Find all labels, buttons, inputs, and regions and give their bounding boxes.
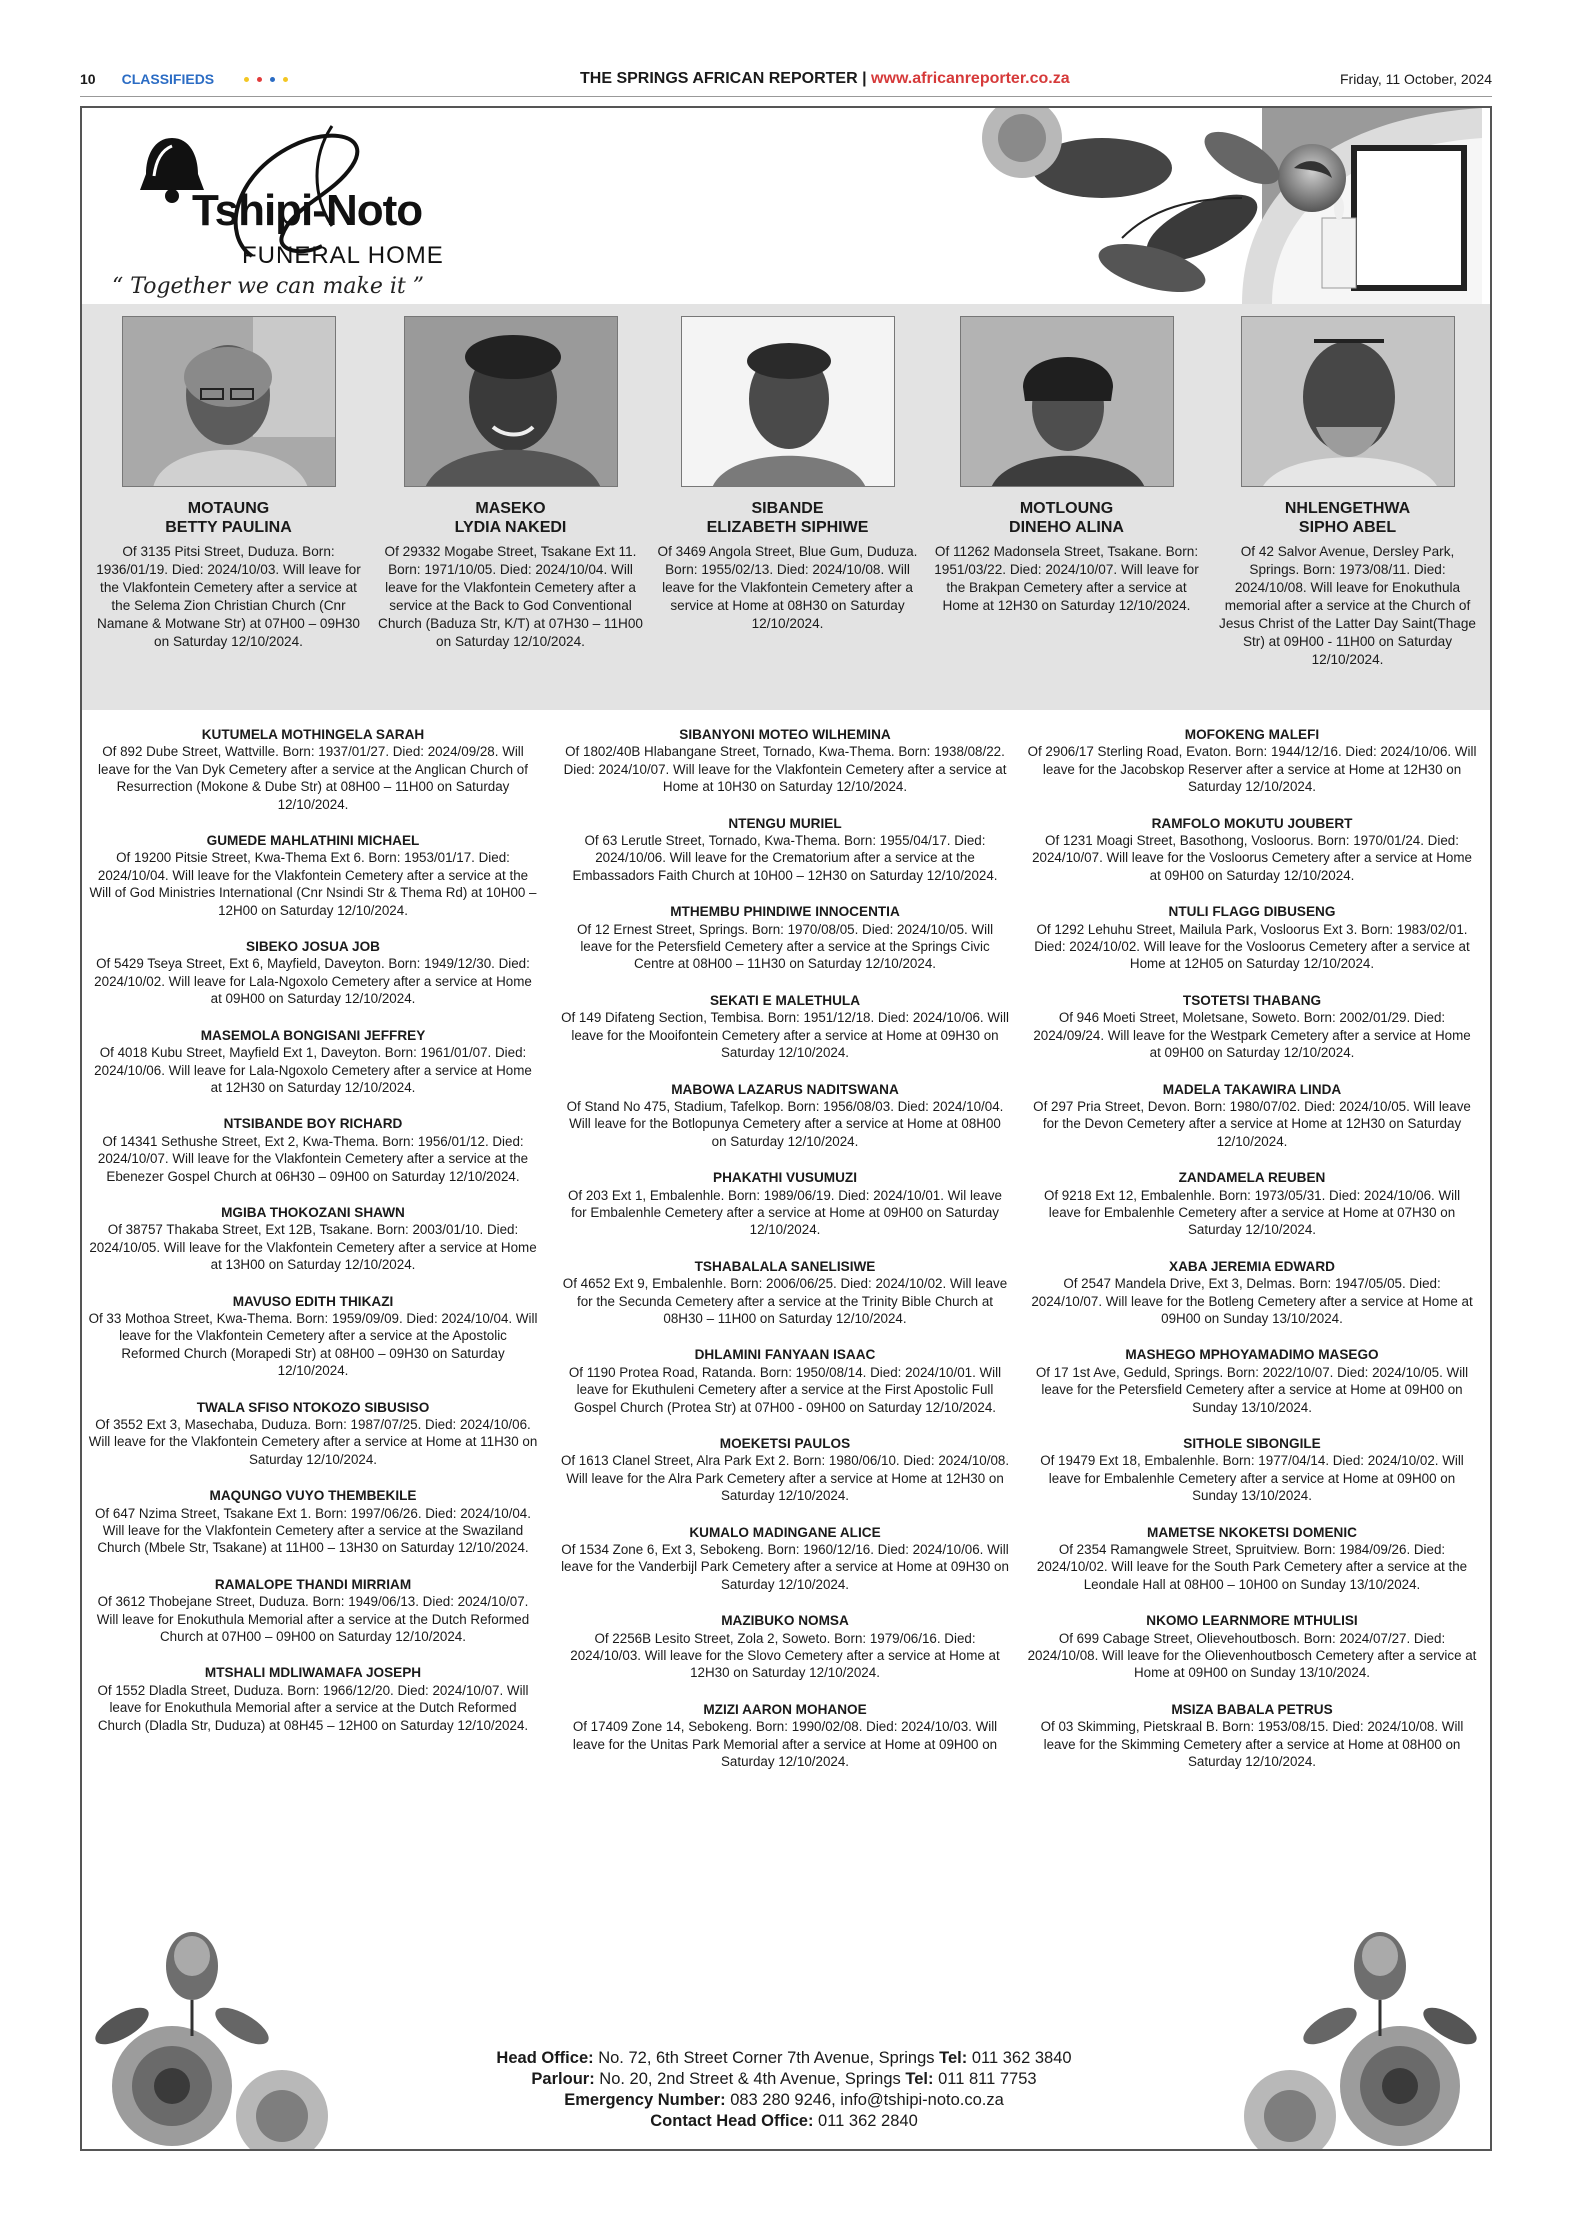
- notice-name: GUMEDE MAHLATHINI MICHAEL: [206, 833, 420, 849]
- notice-entry: [88, 1115, 538, 1185]
- deceased-name: [1215, 499, 1480, 537]
- notices-column-3: [1027, 726, 1477, 1790]
- notice-text: Of 1802/40B Hlabangane Street, Tornado, Kwa-Thema. Born: 1938/08/22. Died: 2024/10/07. Will leave for the Vlakfontein Cemetery after a service at Home at 10H30 on Saturday 12/10/2024.: [563, 744, 1007, 795]
- notice-text: Of 19200 Pitsie Street, Kwa-Thema Ext 6. Born: 1953/01/17. Died: 2024/10/04. Will leave for the Vlakfontein Cemetery after a service at the Will of God Ministries International (Cnr Nsindi Str & Thema Rd) at 10H00 – 12H00 on Saturday 12/10/2024.: [89, 850, 537, 918]
- notice-entry: [88, 1576, 538, 1646]
- notice-entry: [88, 832, 538, 919]
- given-names: ELIZABETH SIPHIWE: [706, 519, 869, 536]
- paper-name: THE SPRINGS AFRICAN REPORTER: [580, 70, 858, 87]
- notice-name: MAQUNGO VUYO THEMBEKILE: [209, 1488, 417, 1504]
- notice-text: Of 2256B Lesito Street, Zola 2, Soweto. Born: 1979/06/16. Died: 2024/10/03. Will leave for the Slovo Cemetery after a service at Home at 12H30 on Saturday 12/10/2024.: [570, 1630, 1000, 1681]
- notice-entry: [560, 903, 1010, 973]
- contact-head-office-number[interactable]: 011 362 2840: [818, 2112, 918, 2130]
- head-office-line: [410, 2048, 1158, 2069]
- notice-text: Of 2547 Mandela Drive, Ext 3, Delmas. Born: 1947/05/05. Died: 2024/10/07. Will leave for the Botleng Cemetery after a service at Home at 09H00 on Sunday 13/10/2024.: [1031, 1276, 1473, 1326]
- masthead: [80, 64, 1492, 94]
- notice-entry: [1027, 1169, 1477, 1239]
- notice-name: MTSHALI MDLIWAMAFA JOSEPH: [204, 1665, 422, 1681]
- portrait-icon: [1242, 317, 1455, 487]
- notice-name: TSHABALALA SANELISIWE: [694, 1258, 876, 1274]
- section-dots: [244, 77, 288, 82]
- notice-entry: [88, 1027, 538, 1097]
- featured-card: [1215, 316, 1480, 669]
- notice-entry: [88, 726, 538, 813]
- notice-name: KUMALO MADINGANE ALICE: [689, 1524, 881, 1540]
- obituary-text: Of 42 Salvor Avenue, Dersley Park, Springs. Born: 1973/08/11. Died: 2024/10/08. Will leave for Enokuthula memorial after a service at the Church of Jesus Christ of the Latter Day Saint(Thage Str) at 09H00 - 11H00 on Saturday 12/10/2024.: [1219, 544, 1476, 667]
- brand-subtitle: FUNERAL HOME: [242, 242, 444, 269]
- notice-text: Of 946 Moeti Street, Moletsane, Soweto. Born: 2002/01/29. Died: 2024/09/24. Will leave for the Westpark Cemetery after a service at Home at 09H00 on Saturday 12/10/2024.: [1033, 1010, 1471, 1061]
- given-names: BETTY PAULINA: [165, 519, 292, 536]
- brand-tagline: “ Together we can make it ”: [112, 274, 424, 299]
- notice-text: Of Stand No 475, Stadium, Tafelkop. Born: 1956/08/03. Died: 2024/10/04. Will leave for the Botlopunya Cemetery after a service at Home at 08H00 on Saturday 12/10/2024.: [566, 1098, 1004, 1149]
- surname: NHLENGETHWA: [1284, 500, 1411, 517]
- notice-entry: [560, 992, 1010, 1062]
- surname: MOTLOUNG: [1019, 500, 1114, 517]
- notice-entry: [560, 1612, 1010, 1682]
- paper-url[interactable]: www.africanreporter.co.za: [871, 70, 1070, 87]
- notice-entry: [1027, 992, 1477, 1062]
- issue-date: Friday, 11 October, 2024: [1339, 71, 1492, 87]
- portrait-icon: [682, 317, 895, 487]
- contact-block: [410, 2048, 1158, 2132]
- portrait-photo: [404, 316, 618, 487]
- featured-card: [96, 316, 361, 651]
- portrait-photo: [681, 316, 895, 487]
- head-office-label: Head Office:: [496, 2049, 594, 2067]
- notice-text: Of 12 Ernest Street, Springs. Born: 1970/08/05. Died: 2024/10/05. Will leave for the Petersfield Cemetery after a service at the Springs Civic Centre at 08H00 – 11H30 on Saturday 12/10/2024.: [576, 921, 994, 972]
- parlour-line: [410, 2069, 1158, 2090]
- section-label[interactable]: CLASSIFIEDS: [121, 71, 215, 87]
- masthead-rule: [80, 96, 1492, 97]
- contact-head-office-label: Contact Head Office:: [650, 2112, 814, 2130]
- notice-text: Of 3552 Ext 3, Masechaba, Duduza. Born: 1987/07/25. Died: 2024/10/06. Will leave for the Vlakfontein Cemetery after a service at Home at 11H30 on Saturday 12/10/2024.: [88, 1417, 538, 1467]
- portrait-photo: [960, 316, 1174, 487]
- notice-text: Of 699 Cabage Street, Olievehoutbosch. Born: 2024/07/27. Died: 2024/10/08. Will leave for the Olievenhoutbosch Cemetery after a service at Home at 09H00 on Sunday 13/10/2024.: [1027, 1630, 1477, 1681]
- notice-name: SIBANYONI MOTEO WILHEMINA: [679, 727, 891, 742]
- notice-text: Of 1190 Protea Road, Ratanda. Born: 1950/08/14. Died: 2024/10/01. Will leave for Ekuthuleni Cemetery after a service at the First Apostolic Full Gospel Church (Protea Str) at 07H00 - 09H00 on Saturday 12/10/2024.: [568, 1364, 1002, 1415]
- notice-entry: [560, 1701, 1010, 1771]
- notice-name: DHLAMINI FANYAAN ISAAC: [694, 1347, 876, 1363]
- surname: MOTAUNG: [187, 500, 270, 517]
- notice-name: MASEMOLA BONGISANI JEFFREY: [200, 1027, 426, 1043]
- featured-card: [655, 316, 920, 633]
- notice-entry: [88, 1487, 538, 1557]
- dot-2: [257, 77, 262, 82]
- notice-entry: [88, 1204, 538, 1274]
- notices-column-2: [560, 726, 1010, 1790]
- notice-entry: [1027, 1258, 1477, 1328]
- notice-text: Of 03 Skimming, Pietskraal B. Born: 1953/08/15. Died: 2024/10/08. Will leave for the Skimming Cemetery after a service at Home at 08H00 on Saturday 12/10/2024.: [1040, 1719, 1464, 1770]
- notice-entry: [1027, 1081, 1477, 1151]
- notice-entry: [560, 1346, 1010, 1416]
- surname: MASEKO: [475, 500, 546, 517]
- portrait-photo: [1241, 316, 1455, 487]
- obituary-text: Of 11262 Madonsela Street, Tsakane. Born: 1951/03/22. Died: 2024/10/07. Will leave for the Brakpan Cemetery after a service at Home at 12H30 on Saturday 12/10/2024.: [934, 544, 1199, 613]
- deceased-name: [378, 499, 643, 537]
- notice-entry: [560, 815, 1010, 885]
- notice-text: Of 38757 Thakaba Street, Ext 12B, Tsakane. Born: 2003/01/10. Died: 2024/10/05. Will leave for the Vlakfontein Cemetery after a service at Home at 13H00 on Saturday 12/10/2024.: [89, 1222, 537, 1273]
- notice-entry: [88, 1399, 538, 1469]
- notice-entry: [1027, 815, 1477, 885]
- notice-text: Of 1231 Moagi Street, Basothong, Vosloorus. Born: 1970/01/24. Died: 2024/10/07. Will leave for the Vosloorus Cemetery after a service at Home at 09H00 on Saturday 12/10/2024.: [1032, 833, 1472, 883]
- notice-text: Of 17409 Zone 14, Sebokeng. Born: 1990/02/08. Died: 2024/10/03. Will leave for the Unitas Park Memorial after a service at Home at 09H00 on Saturday 12/10/2024.: [572, 1719, 998, 1770]
- notice-name: SEKATI E MALETHULA: [709, 992, 861, 1008]
- notice-entry: [560, 1435, 1010, 1505]
- featured-card: [378, 316, 643, 651]
- notice-name: XABA JEREMIA EDWARD: [1169, 1258, 1335, 1274]
- dot-3: [270, 77, 275, 82]
- notice-text: Of 1552 Dladla Street, Duduza. Born: 1966/12/20. Died: 2024/10/07. Will leave for Enokuthula Memorial after a service at the Dutch Reformed Church (Dladla Str, Duduza) at 08H45 – 12H00 on Saturday 12/10/2024.: [97, 1682, 529, 1733]
- notice-name: MASHEGO MPHOYAMADIMO MASEGO: [1125, 1347, 1379, 1363]
- notice-text: Of 2354 Ramangwele Street, Spruitview. Born: 1984/09/26. Died: 2024/10/02. Will leave for the South Park Cemetery after a service at the Leondale Hall at 08H00 – 10H00 on Sunday 13/10/2024.: [1036, 1542, 1468, 1592]
- notice-name: NKOMO LEARNMORE MTHULISI: [1146, 1613, 1358, 1629]
- notice-text: Of 203 Ext 1, Embalenhle. Born: 1989/06/19. Died: 2024/10/01. Wil leave for Embalenhle Cemetery after a service at Home at 09H00 on Saturday 12/10/2024.: [568, 1187, 1002, 1238]
- head-tel-label: Tel:: [939, 2049, 968, 2067]
- notice-name: MABOWA LAZARUS NADITSWANA: [671, 1081, 899, 1097]
- parlour-tel-number[interactable]: 011 811 7753: [938, 2070, 1037, 2088]
- notice-entry: [1027, 1701, 1477, 1771]
- notice-entry: [560, 726, 1010, 796]
- notice-name: SIBEKO JOSUA JOB: [246, 939, 380, 955]
- notice-name: TWALA SFISO NTOKOZO SIBUSISO: [196, 1399, 430, 1415]
- notice-text: Of 647 Nzima Street, Tsakane Ext 1. Born: 1997/06/26. Died: 2024/10/04. Will leave for the Vlakfontein Cemetery after a service at the Swaziland Church (Mbele Str, Tsakane) at 11H00 – 13H30 on Saturday 12/10/2024.: [95, 1505, 531, 1556]
- deceased-name: [96, 499, 361, 537]
- notice-entry: [560, 1081, 1010, 1151]
- notice-text: Of 17 1st Ave, Geduld, Springs. Born: 2022/10/07. Died: 2024/10/05. Will leave for the Petersfield Cemetery after a service at Home at 09H00 on Sunday 13/10/2024.: [1035, 1364, 1469, 1415]
- emergency-label: Emergency Number:: [564, 2091, 726, 2109]
- notice-text: Of 3612 Thobejane Street, Duduza. Born: 1949/06/13. Died: 2024/10/07. Will leave for Enokuthula Memorial after a service at the Dutch Reformed Church at 07H00 – 09H00 on Saturday 12/10/2024.: [96, 1594, 530, 1645]
- notice-entry: [560, 1169, 1010, 1239]
- obituary-text: Of 3135 Pitsi Street, Duduza. Born: 1936/01/19. Died: 2024/10/03. Will leave for the Vlakfontein Cemetery after a service at the Selema Zion Christian Church (Cnr Namane & Motwane Str) at 07H00 – 09H30 on Saturday 12/10/2024.: [96, 544, 361, 649]
- notice-name: TSOTETSI THABANG: [1182, 992, 1322, 1008]
- parlour-address: No. 20, 2nd Street & 4th Avenue, Springs: [599, 2070, 901, 2088]
- notice-name: MOFOKENG MALEFI: [1184, 727, 1320, 742]
- brand-logo: [112, 116, 492, 299]
- surname: SIBANDE: [751, 500, 824, 517]
- notice-name: MADELA TAKAWIRA LINDA: [1162, 1081, 1342, 1097]
- paper-title: [580, 70, 1070, 88]
- advert-header: [82, 108, 1490, 304]
- notice-entry: [88, 1664, 538, 1734]
- deceased-name: [655, 499, 920, 537]
- head-office-address: No. 72, 6th Street Corner 7th Avenue, Springs: [598, 2049, 935, 2067]
- notice-name: MAMETSE NKOKETSI DOMENIC: [1147, 1524, 1357, 1540]
- emergency-contact[interactable]: 083 280 9246, info@tshipi-noto.co.za: [730, 2091, 1004, 2109]
- notice-name: RAMALOPE THANDI MIRRIAM: [214, 1576, 412, 1592]
- notice-text: Of 19479 Ext 18, Embalenhle. Born: 1977/04/14. Died: 2024/10/02. Will leave for Embalenhle Cemetery after a service at Home at 09H00 on Sunday 13/10/2024.: [1040, 1453, 1464, 1504]
- notice-text: Of 4018 Kubu Street, Mayfield Ext 1, Daveyton. Born: 1961/01/07. Died: 2024/10/06. Will leave for Lala-Ngoxolo Cemetery after a service at Home at 12H30 on Saturday 12/10/2024.: [94, 1045, 532, 1095]
- notice-text: Of 297 Pria Street, Devon. Born: 1980/07/02. Died: 2024/10/05. Will leave for the Devon Cemetery after a service at Home at 12H30 on Saturday 12/10/2024.: [1033, 1098, 1471, 1149]
- notice-entry: [1027, 1346, 1477, 1416]
- notice-text: Of 2906/17 Sterling Road, Evaton. Born: 1944/12/16. Died: 2024/10/06. Will leave for the Jacobskop Reserver after a service at Home at 12H30 on Saturday 12/10/2024.: [1027, 744, 1477, 795]
- portrait-icon: [123, 317, 336, 487]
- brand-name: Tshipi-Noto: [192, 186, 423, 235]
- notice-text: Of 1292 Lehuhu Street, Mailula Park, Vosloorus Ext 3. Born: 1983/02/01. Died: 2024/10/02. Will leave for the Vosloorus Cemetery after a service at Home at 12H05 on Saturday 12/10/2024.: [1034, 921, 1470, 972]
- notice-name: ZANDAMELA REUBEN: [1178, 1170, 1326, 1186]
- paper-separator: |: [862, 70, 867, 87]
- notice-name: SITHOLE SIBONGILE: [1183, 1436, 1321, 1451]
- notice-entry: [1027, 1524, 1477, 1594]
- notice-entry: [1027, 1435, 1477, 1505]
- notice-text: Of 14341 Sethushe Street, Ext 2, Kwa-Thema. Born: 1956/01/12. Died: 2024/10/07. Will leave for the Vlakfontein Cemetery after a service at the Ebenezer Gospel Church at 06H30 – 09H00 on Saturday 12/10/2024.: [97, 1133, 529, 1184]
- notice-text: Of 63 Lerutle Street, Tornado, Kwa-Thema. Born: 1955/04/17. Died: 2024/10/06. Will leave for the Crematorium after a service at the Embassadors Faith Church at 10H00 – 12H30 on Saturday 12/10/2024.: [572, 833, 998, 883]
- notice-name: MZIZI AARON MOHANOE: [703, 1701, 867, 1717]
- notices-column-1: [88, 726, 538, 1753]
- notice-name: RAMFOLO MOKUTU JOUBERT: [1151, 815, 1353, 831]
- roses-candle-decor: [682, 108, 1482, 304]
- contact-head-office-line: [410, 2111, 1158, 2132]
- notice-name: KUTUMELA MOTHINGELA SARAH: [201, 727, 425, 742]
- parlour-label: Parlour:: [531, 2070, 595, 2088]
- notice-name: NTULI FLAGG DIBUSENG: [1168, 904, 1336, 920]
- notice-name: MTHEMBU PHINDIWE INNOCENTIA: [670, 904, 900, 920]
- notice-name: MOEKETSI PAULOS: [719, 1436, 851, 1451]
- featured-section: [82, 304, 1490, 710]
- page-number: 10: [80, 71, 96, 87]
- featured-card: [934, 316, 1199, 615]
- given-names: LYDIA NAKEDI: [454, 519, 567, 536]
- portrait-icon: [405, 317, 618, 487]
- emergency-line: [410, 2090, 1158, 2111]
- notice-text: Of 1613 Clanel Street, Alra Park Ext 2. Born: 1980/06/10. Died: 2024/10/08. Will leave for the Alra Park Cemetery after a service at Home at 12H30 on Saturday 12/10/2024.: [560, 1453, 1010, 1504]
- dot-1: [244, 77, 249, 82]
- notice-entry: [560, 1524, 1010, 1594]
- notice-entry: [88, 938, 538, 1008]
- notice-name: MGIBA THOKOZANI SHAWN: [221, 1204, 405, 1220]
- notice-text: Of 1534 Zone 6, Ext 3, Sebokeng. Born: 1960/12/16. Died: 2024/10/06. Will leave for the Vanderbijl Park Cemetery after a service at Home at 09H30 on Saturday 12/10/2024.: [561, 1542, 1009, 1592]
- notice-entry: [1027, 726, 1477, 796]
- given-names: SIPHO ABEL: [1298, 519, 1397, 536]
- notice-text: Of 892 Dube Street, Wattville. Born: 1937/01/27. Died: 2024/09/28. Will leave for the Van Dyk Cemetery after a service at the Anglican Church of Resurrection (Mokone & Dube Str) at 08H00 – 11H00 on Saturday 12/10/2024.: [98, 744, 528, 812]
- notice-name: PHAKATHI VUSUMUZI: [713, 1170, 857, 1186]
- notice-name: NTENGU MURIEL: [728, 815, 842, 831]
- dot-4: [283, 77, 288, 82]
- notice-text: Of 5429 Tseya Street, Ext 6, Mayfield, Daveyton. Born: 1949/12/30. Died: 2024/10/02. Will leave for Lala-Ngoxolo Cemetery after a service at Home at 09H00 on Saturday 12/10/2024.: [94, 956, 532, 1007]
- notice-entry: [88, 1293, 538, 1380]
- given-names: DINEHO ALINA: [1009, 519, 1124, 536]
- roses-right-decor: [1190, 1916, 1490, 2149]
- notice-name: MSIZA BABALA PETRUS: [1171, 1701, 1333, 1717]
- deceased-name: [934, 499, 1199, 537]
- notice-text: Of 9218 Ext 12, Embalenhle. Born: 1973/05/31. Died: 2024/10/06. Will leave for Embalenhle Cemetery after a service at Home at 07H30 on Saturday 12/10/2024.: [1043, 1187, 1461, 1238]
- advert-frame: [80, 106, 1492, 2151]
- portrait-photo: [122, 316, 336, 487]
- obituary-text: Of 3469 Angola Street, Blue Gum, Duduza. Born: 1955/02/13. Died: 2024/10/08. Will leave for the Vlakfontein Cemetery after a service at Home at 08H30 on Saturday 12/10/2024.: [657, 544, 918, 631]
- obituary-text: Of 29332 Mogabe Street, Tsakane Ext 11. Born: 1971/10/05. Died: 2024/10/04. Will leave for the Vlakfontein Cemetery after a service at the Back to God Conventional Church (Baduza Str, K/T) at 07H30 – 11H00 on Saturday 12/10/2024.: [378, 544, 643, 649]
- notice-text: Of 149 Difateng Section, Tembisa. Born: 1951/12/18. Died: 2024/10/06. Will leave for the Mooifontein Cemetery after a service at Home at 09H30 on Saturday 12/10/2024.: [561, 1010, 1009, 1061]
- head-tel-number[interactable]: 011 362 3840: [971, 2049, 1072, 2067]
- notice-name: MAVUSO EDITH THIKAZI: [232, 1293, 394, 1309]
- notice-name: NTSIBANDE BOY RICHARD: [223, 1116, 403, 1132]
- notice-text: Of 33 Mothoa Street, Kwa-Thema. Born: 1959/09/09. Died: 2024/10/04. Will leave for the Vlakfontein Cemetery after a service at the Apostolic Reformed Church (Morapedi Str) at 08H00 – 09H30 on Saturday 12/10/2024.: [88, 1310, 538, 1379]
- portrait-icon: [961, 317, 1174, 487]
- parlour-tel-label: Tel:: [905, 2070, 934, 2088]
- roses-left-decor: [82, 1916, 382, 2149]
- notice-entry: [1027, 903, 1477, 973]
- notice-name: MAZIBUKO NOMSA: [721, 1613, 849, 1629]
- notice-entry: [1027, 1612, 1477, 1682]
- notice-text: Of 4652 Ext 9, Embalenhle. Born: 2006/06/25. Died: 2024/10/02. Will leave for the Secunda Cemetery after a service at the Trinity Bible Church at 08H30 – 11H00 on Saturday 12/10/2024.: [562, 1276, 1008, 1326]
- notice-entry: [560, 1258, 1010, 1328]
